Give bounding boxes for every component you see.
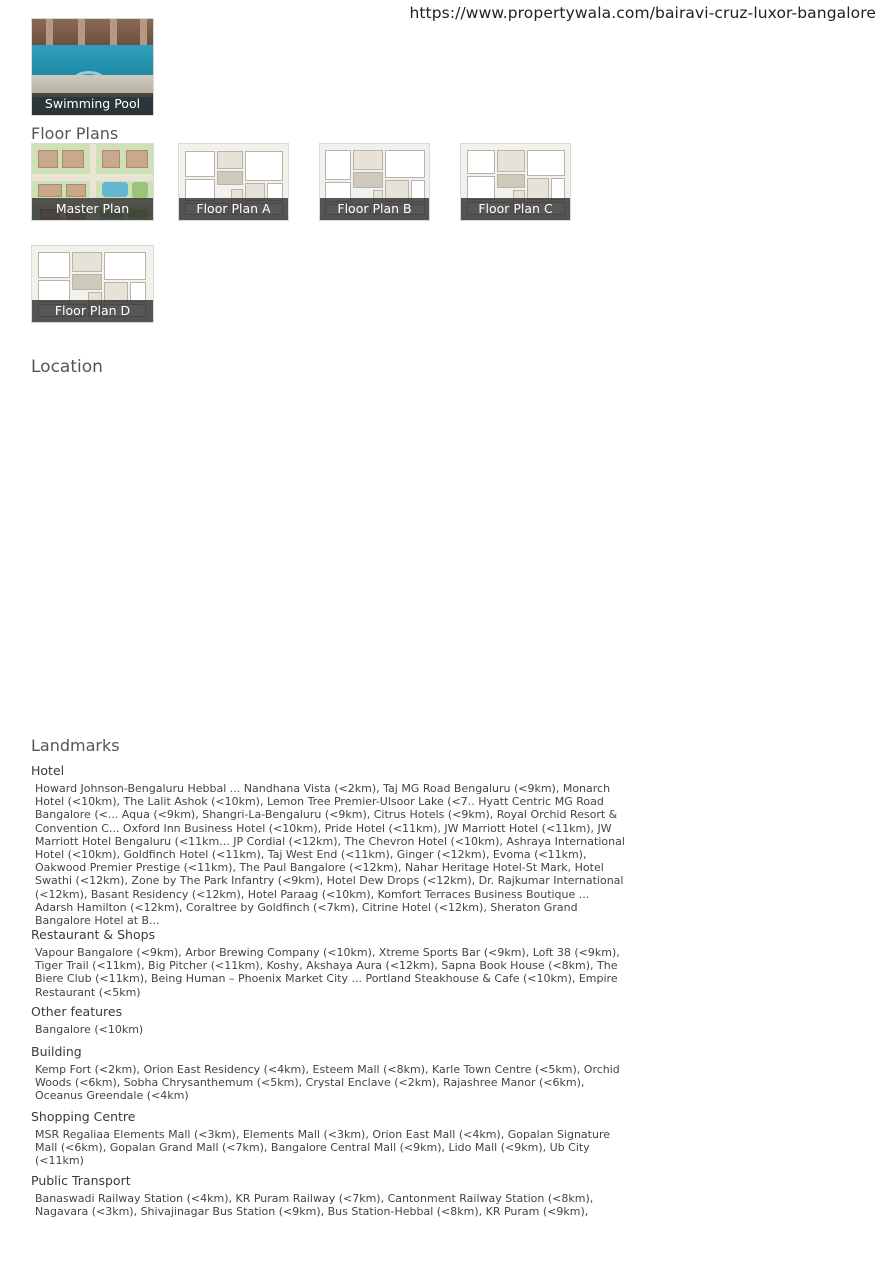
landmark-group-text: MSR Regaliaa Elements Mall (<3km), Elements Mall (<3km), Orion East Mall (<4km), Gopalan Signature Mall (<6km), Gopalan Grand Mall (<7km), Bangalore Central Mall (<9km), Lido Mall (<9km), Ub City (<11km) (35, 1128, 611, 1168)
pool-pillar (110, 19, 117, 45)
landmark-group-public-transport (31, 1173, 631, 1218)
landmark-group-title: Shopping Centre (31, 1109, 136, 1124)
landmark-group-title: Public Transport (31, 1173, 131, 1188)
pool-pillar (78, 19, 85, 45)
section-title-location: Location (31, 357, 103, 377)
landmark-group-text: Howard Johnson-Bengaluru Hebbal ... Nandhana Vista (<2km), Taj MG Road Bengaluru (<9km), Monarch Hotel (<10km), The Lalit Ashok (<10km), Lemon Tree Premier-Ulsoor Lake (<7.. Hyatt Centric MG Road Bangalore (<... Aqua (<9km), Shangri-La-Bengaluru (<9km), Citrus Hotels (<9km), Royal Orchid Resort & Convention C... Oxford Inn Business Hotel (<10km), Pride Hotel (<11km), JW Marriott Hotel (<11km), JW Marriott Hotel Bengaluru (<11km... JP Cordial (<12km), The Chevron Hotel (<10km), Ashraya International Hotel (<10km), Goldfinch Hotel (<11km), Taj West End (<11km), Ginger (<12km), Evoma (<11km), Oakwood Premier Prestige (<11km), The Paul Bangalore (<12km), Nahar Heritage Hotel-St Mark, Hotel Swathi (<12km), Zone by The Park Infantry (<9km), Hotel Dew Drops (<12km), Dr. Rajkumar International (<12km), Basant Residency (<12km), Hotel Paraag (<10km), Komfort Terraces Business Boutique ... Adarsh Hamilton (<12km), Coraltree by Goldfinch (<7km), Citrine Hotel (<12km), Sheraton Grand Bangalore Hotel at B... (35, 782, 625, 928)
landmark-group-title: Other features (31, 1004, 123, 1019)
thumb-caption: Floor Plan B (320, 198, 429, 220)
landmark-group-shopping-centre (31, 1109, 631, 1168)
page-url: https://www.propertywala.com/bairavi-cruz-luxor-bangalore (409, 4, 876, 22)
landmark-group-text: Vapour Bangalore (<9km), Arbor Brewing Company (<10km), Xtreme Sports Bar (<9km), Loft 38 (<9km), Tiger Trail (<11km), Big Pitcher (<11km), Koshy, Akshaya Aura (<12km), Sapna Book House (<8km), The Biere Club (<11km), Being Human – Phoenix Market City ... Portland Steakhouse & Cafe (<10km), Empire Restaurant (<5km) (35, 946, 620, 999)
landmark-group-title: Restaurant & Shops (31, 927, 156, 942)
location-map-area[interactable] (31, 388, 871, 718)
pool-pillar (46, 19, 53, 45)
thumb-caption: Floor Plan A (179, 198, 288, 220)
thumb-caption: Floor Plan D (32, 300, 153, 322)
section-title-floor-plans: Floor Plans (31, 124, 119, 143)
gallery-thumb-swimming-pool[interactable] (31, 18, 154, 116)
landmark-group-text: Bangalore (<10km) (35, 1023, 144, 1036)
landmark-group-hotel (31, 763, 631, 927)
landmark-group-building (31, 1044, 631, 1103)
landmark-group-title: Hotel (31, 763, 65, 778)
thumb-caption: Swimming Pool (32, 93, 153, 115)
floor-plan-thumb-c[interactable] (460, 143, 571, 221)
pool-pillar (140, 19, 147, 45)
section-title-landmarks: Landmarks (31, 736, 120, 755)
floor-plan-thumb-a[interactable] (178, 143, 289, 221)
floor-plan-thumb-b[interactable] (319, 143, 430, 221)
floor-plan-thumb-master-plan[interactable] (31, 143, 154, 221)
thumb-caption: Floor Plan C (461, 198, 570, 220)
landmark-group-text: Kemp Fort (<2km), Orion East Residency (<4km), Esteem Mall (<8km), Karle Town Centre (<5km), Orchid Woods (<6km), Sobha Chrysanthemum (<5km), Crystal Enclave (<2km), Rajashree Manor (<6km), Oceanus Greendale (<4km) (35, 1063, 620, 1103)
landmark-group-other-features (31, 1004, 631, 1036)
landmark-group-restaurant-shops (31, 927, 631, 999)
landmark-group-text: Banaswadi Railway Station (<4km), KR Puram Railway (<7km), Cantonment Railway Station (<8km), Nagavara (<3km), Shivajinagar Bus Station (<9km), Bus Station-Hebbal (<8km), KR Puram (<9km), (35, 1192, 594, 1219)
floor-plan-thumb-d[interactable] (31, 245, 154, 323)
thumb-caption: Master Plan (32, 198, 153, 220)
landmark-group-title: Building (31, 1044, 82, 1059)
